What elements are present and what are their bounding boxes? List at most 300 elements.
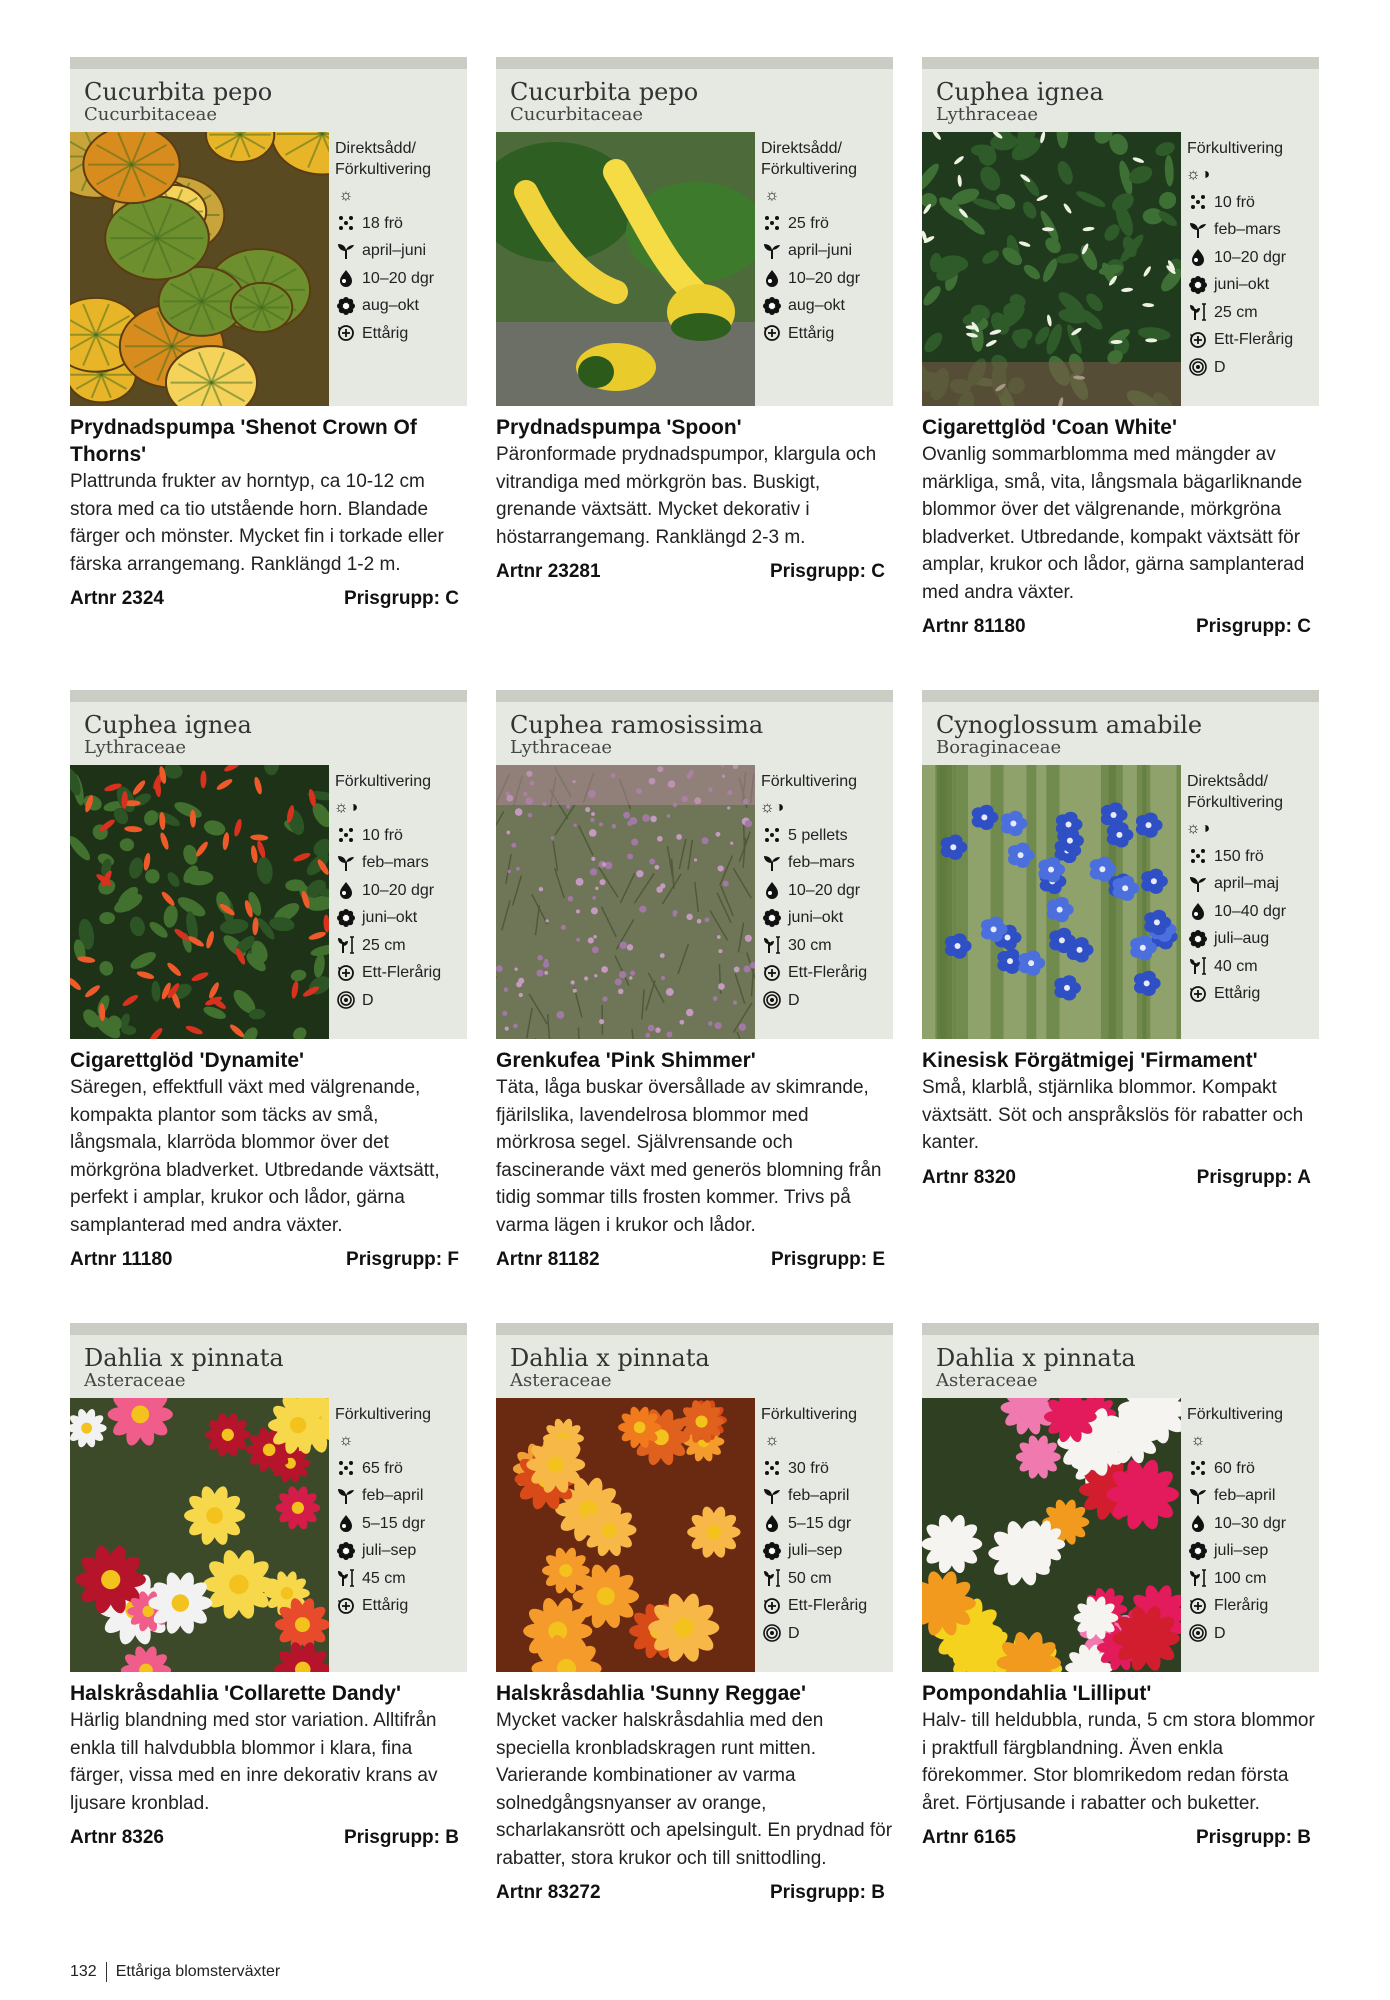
seed-count: 25 frö [788, 214, 829, 232]
height-row [335, 932, 467, 960]
seed-count-row [335, 210, 467, 238]
sowing-time: april–juni [788, 242, 853, 260]
lifecycle: Ett-Flerårig [1214, 331, 1294, 349]
zone-icon [761, 1624, 783, 1642]
seedling-icon [1187, 221, 1209, 239]
sowing-time: april–maj [1214, 875, 1279, 893]
seed-count: 60 frö [1214, 1459, 1255, 1477]
cultivation-method: Förkultivering [1187, 140, 1284, 157]
bloom-time: juli–aug [1214, 930, 1270, 948]
temperature-row [1187, 898, 1319, 926]
bloom-row [761, 904, 893, 932]
bloom-row [1187, 925, 1319, 953]
lifecycle-row [1187, 1592, 1319, 1620]
product-card [70, 1323, 467, 1956]
latin-name: Cucurbita pepo [84, 78, 273, 106]
bloom-row [335, 904, 467, 932]
zone: D [1214, 1624, 1226, 1642]
bloom-time: juli–sep [362, 1542, 417, 1560]
product-title: Halskråsdahlia 'Sunny Reggae' [496, 1682, 806, 1705]
zone-icon [761, 991, 783, 1009]
product-footer [70, 588, 467, 610]
lifecycle-row [761, 320, 893, 348]
seed-count-row [335, 822, 467, 850]
product-description: Päronformade prydnadspumpor, klargula och vitrandiga med mörkgrön bas. Buskigt, grenande växtsätt. Mycket dekorativ i höstarrangemang. Ranklängd 2-3 m. [496, 444, 877, 548]
height-row [335, 1565, 467, 1593]
family-name: Asteraceae [510, 1370, 612, 1391]
sowing-time: feb–mars [788, 854, 855, 872]
seedling-icon [761, 854, 783, 872]
seed-count: 10 frö [1214, 193, 1255, 211]
light-row [761, 182, 893, 210]
seedling-icon [1187, 875, 1209, 893]
temperature-row [335, 265, 467, 293]
seed-count: 18 frö [362, 214, 403, 232]
sowing-row [761, 237, 893, 265]
product-title: Prydnadspumpa 'Shenot Crown Of Thorns' [70, 416, 417, 466]
height-icon [335, 1569, 357, 1587]
family-name: Asteraceae [84, 1370, 186, 1391]
sun-icon: ☼◑ [1185, 820, 1211, 838]
sowing-time: feb–april [1214, 1487, 1276, 1505]
light-row [335, 794, 467, 822]
growing-info [755, 132, 893, 406]
flower-icon [335, 909, 357, 927]
thermometer-icon [1187, 1514, 1209, 1532]
germination-temp: 10–20 dgr [788, 881, 861, 899]
zone-row [1187, 1620, 1319, 1648]
lifecycle-icon [761, 964, 783, 982]
product-title: Cigarettglöd 'Coan White' [922, 416, 1177, 439]
product-title: Pompondahlia 'Lilliput' [922, 1682, 1152, 1705]
lifecycle-row [1187, 980, 1319, 1008]
seed-count-row [335, 1455, 467, 1483]
product-description: Täta, låga buskar översållade av skimrande, fjärilslika, lavendelrosa blommor med mörkrosa segel. Självrensande och fascinerande växt med generös blomning från tidig sommar tills frosten kommer. Trivs på varma lägen i krukor och lådor. [496, 1077, 882, 1236]
lifecycle-icon [761, 324, 783, 342]
temperature-row [335, 877, 467, 905]
germination-temp: 10–20 dgr [362, 881, 435, 899]
bloom-time: juni–okt [788, 909, 844, 927]
price-group: Prisgrupp: A [1196, 1166, 1311, 1188]
height-icon [761, 936, 783, 954]
product-card [496, 1323, 893, 1956]
sun-icon: ☼ [1190, 1432, 1206, 1450]
product-card [70, 57, 467, 690]
thermometer-icon [1187, 902, 1209, 920]
lifecycle: Ett-Flerårig [788, 964, 868, 982]
product-card [496, 57, 893, 690]
seeds-icon [335, 826, 357, 844]
article-number: Artnr 81182 [496, 1249, 600, 1270]
product-footer [496, 1249, 893, 1271]
product-card [922, 57, 1319, 690]
seed-count-row [1187, 189, 1319, 217]
article-number: Artnr 8326 [70, 1827, 164, 1848]
lifecycle-icon [335, 324, 357, 342]
card-header [496, 690, 893, 765]
article-number: Artnr 11180 [70, 1249, 173, 1270]
card-header [70, 1323, 467, 1398]
latin-name: Cuphea ignea [84, 711, 252, 739]
family-name: Lythraceae [84, 737, 187, 758]
card-header [70, 690, 467, 765]
family-name: Lythraceae [936, 104, 1039, 125]
lifecycle: Flerårig [1214, 1597, 1269, 1615]
sun-icon: ☼ [338, 1432, 354, 1450]
seeds-icon [1187, 193, 1209, 211]
seedling-icon [335, 242, 357, 260]
product-footer [70, 1249, 467, 1271]
thermometer-icon [761, 881, 783, 899]
seed-count-row [761, 210, 893, 238]
growing-info [1181, 132, 1319, 406]
lifecycle-icon [335, 1597, 357, 1615]
growing-info [329, 132, 467, 406]
flower-icon [335, 297, 357, 315]
height-icon [335, 936, 357, 954]
germination-temp: 10–30 dgr [1214, 1514, 1287, 1532]
zone: D [788, 1624, 800, 1642]
seed-count: 10 frö [362, 826, 403, 844]
seed-count-row [761, 822, 893, 850]
price-group: Prisgrupp: B [1195, 1827, 1311, 1848]
lifecycle-row [761, 1592, 893, 1620]
family-name: Lythraceae [510, 737, 613, 758]
bloom-row [761, 1537, 893, 1565]
zone-icon [335, 991, 357, 1009]
product-photo-green [922, 132, 1181, 406]
page-number: 132 [70, 1963, 97, 1981]
product-photo-blue [922, 765, 1181, 1039]
thermometer-icon [1187, 248, 1209, 266]
article-number: Artnr 81180 [922, 616, 1026, 637]
temperature-row [761, 1510, 893, 1538]
product-photo-spoon [496, 132, 755, 406]
seed-count: 150 frö [1214, 847, 1264, 865]
lifecycle-row [335, 1592, 467, 1620]
flower-icon [761, 909, 783, 927]
zone: D [362, 991, 374, 1009]
temperature-row [761, 265, 893, 293]
latin-name: Cuphea ramosissima [510, 711, 764, 739]
height-row [1187, 299, 1319, 327]
sowing-row [335, 1482, 467, 1510]
price-group: Prisgrupp: C [1195, 616, 1311, 637]
product-photo-pink [496, 765, 755, 1039]
card-header [496, 1323, 893, 1398]
cultivation-method: Direktsådd/ Förkultivering [761, 140, 858, 178]
product-photo-dahlia3 [922, 1398, 1181, 1672]
seeds-icon [1187, 1459, 1209, 1477]
sun-icon: ☼◑ [1185, 166, 1211, 184]
product-photo-dahlia1 [70, 1398, 329, 1672]
plant-height: 25 cm [362, 936, 406, 954]
height-row [1187, 953, 1319, 981]
latin-name: Dahlia x pinnata [84, 1344, 284, 1372]
height-icon [1187, 957, 1209, 975]
bloom-time: juli–sep [788, 1542, 843, 1560]
product-footer [70, 1827, 467, 1849]
seed-count-row [1187, 843, 1319, 871]
plant-height: 25 cm [1214, 303, 1258, 321]
lifecycle: Ettårig [1214, 985, 1261, 1003]
seedling-icon [1187, 1487, 1209, 1505]
flower-icon [1187, 930, 1209, 948]
product-photo-red [70, 765, 329, 1039]
lifecycle: Ettårig [362, 324, 409, 342]
price-group: Prisgrupp: C [769, 561, 885, 582]
cultivation-method: Förkultivering [335, 773, 432, 790]
seedling-icon [761, 242, 783, 260]
lifecycle: Ett-Flerårig [362, 964, 442, 982]
height-icon [1187, 1569, 1209, 1587]
zone-row [1187, 354, 1319, 382]
family-name: Asteraceae [936, 1370, 1038, 1391]
lifecycle: Ettårig [362, 1597, 409, 1615]
zone-row [761, 1620, 893, 1648]
product-grid [70, 57, 1320, 1956]
growing-info [329, 1398, 467, 1672]
cultivation-method: Förkultivering [761, 1406, 858, 1423]
height-row [761, 1565, 893, 1593]
bloom-row [335, 292, 467, 320]
thermometer-icon [761, 1514, 783, 1532]
latin-name: Dahlia x pinnata [936, 1344, 1136, 1372]
article-number: Artnr 8320 [922, 1166, 1016, 1188]
plant-height: 45 cm [362, 1569, 406, 1587]
seeds-icon [761, 826, 783, 844]
zone: D [788, 991, 800, 1009]
cultivation-method: Förkultivering [761, 773, 858, 790]
sun-icon: ☼◑ [333, 799, 359, 817]
light-row [335, 182, 467, 210]
bloom-row [761, 292, 893, 320]
lifecycle-icon [335, 964, 357, 982]
card-header [922, 57, 1319, 132]
plant-height: 50 cm [788, 1569, 832, 1587]
light-row [1187, 1427, 1319, 1455]
product-description: Plattrunda frukter av horntyp, ca 10-12 cm stora med ca tio utstående horn. Blandade färger och mönster. Mycket fin i torkade eller färska arrangemang. Ranklängd 1-2 m. [70, 471, 444, 575]
lifecycle-icon [1187, 1597, 1209, 1615]
latin-name: Cynoglossum amabile [936, 711, 1203, 739]
growing-info [1181, 1398, 1319, 1672]
sowing-time: feb–mars [362, 854, 429, 872]
flower-icon [761, 297, 783, 315]
growing-info [755, 1398, 893, 1672]
cultivation-method: Direktsådd/ Förkultivering [335, 140, 432, 178]
flower-icon [1187, 1542, 1209, 1560]
price-group: Prisgrupp: B [769, 1882, 885, 1903]
sun-icon: ☼ [764, 187, 780, 205]
sowing-row [335, 237, 467, 265]
sowing-time: feb–april [788, 1487, 850, 1505]
family-name: Boraginaceae [936, 737, 1062, 758]
germination-temp: 5–15 dgr [788, 1514, 852, 1532]
plant-height: 100 cm [1214, 1569, 1267, 1587]
thermometer-icon [335, 881, 357, 899]
sowing-time: april–juni [362, 242, 427, 260]
product-footer [496, 1882, 893, 1904]
light-row [1187, 815, 1319, 843]
card-header [922, 690, 1319, 765]
zone-icon [1187, 358, 1209, 376]
flower-icon [1187, 276, 1209, 294]
product-card [496, 690, 893, 1323]
seed-count-row [1187, 1455, 1319, 1483]
latin-name: Dahlia x pinnata [510, 1344, 710, 1372]
plant-height: 30 cm [788, 936, 832, 954]
product-description: Ovanlig sommarblomma med mängder av märkliga, små, vita, långsmala bägarliknande blommor över det välgrenande, mörkgröna bladverket. Utbredande, kompakt växtsätt för amplar, krukor och lådor, gärna samplanterad med andra växter. [922, 444, 1305, 603]
sun-icon: ☼ [338, 187, 354, 205]
lifecycle-row [1187, 326, 1319, 354]
light-row [335, 1427, 467, 1455]
seed-count: 5 pellets [788, 826, 848, 844]
seedling-icon [335, 1487, 357, 1505]
product-card [70, 690, 467, 1323]
lifecycle-row [335, 320, 467, 348]
product-footer [922, 1827, 1319, 1849]
sowing-row [761, 849, 893, 877]
sowing-time: feb–april [362, 1487, 424, 1505]
bloom-time: juni–okt [362, 909, 418, 927]
sowing-row [335, 849, 467, 877]
light-row [761, 794, 893, 822]
seeds-icon [335, 1459, 357, 1477]
page-footer [70, 1962, 280, 1982]
price-group: Prisgrupp: C [343, 588, 459, 609]
growing-info [1181, 765, 1319, 1039]
cultivation-method: Förkultivering [1187, 1406, 1284, 1423]
light-row [761, 1427, 893, 1455]
seed-count: 65 frö [362, 1459, 403, 1477]
germination-temp: 10–40 dgr [1214, 902, 1287, 920]
thermometer-icon [761, 269, 783, 287]
cultivation-method: Förkultivering [335, 1406, 432, 1423]
sun-icon: ☼◑ [759, 799, 785, 817]
bloom-time: juli–sep [1214, 1542, 1269, 1560]
card-header [496, 57, 893, 132]
product-title: Prydnadspumpa 'Spoon' [496, 416, 742, 439]
card-header [922, 1323, 1319, 1398]
height-icon [761, 1569, 783, 1587]
sowing-time: feb–mars [1214, 221, 1281, 239]
product-description: Mycket vacker halskråsdahlia med den speciella kronbladskragen runt mitten. Varierande kombinationer av varma solnedgångsnyanser av orange, scharlakansrött och apelsingult. En prydnad för rabatter, stora krukor och till snittodling. [496, 1710, 893, 1869]
product-photo-pumpkin [70, 132, 329, 406]
height-icon [1187, 303, 1209, 321]
bloom-time: aug–okt [362, 297, 419, 315]
sun-icon: ☼ [764, 1432, 780, 1450]
product-title: Cigarettglöd 'Dynamite' [70, 1049, 305, 1072]
lifecycle-row [761, 959, 893, 987]
seeds-icon [1187, 847, 1209, 865]
germination-temp: 5–15 dgr [362, 1514, 426, 1532]
section-name: Ettåriga blomsterväxter [115, 1963, 281, 1981]
lifecycle: Ettårig [788, 324, 835, 342]
growing-info [755, 765, 893, 1039]
product-footer [922, 1167, 1319, 1189]
family-name: Cucurbitaceae [84, 104, 218, 125]
price-group: Prisgrupp: E [770, 1249, 885, 1270]
thermometer-icon [335, 269, 357, 287]
article-number: Artnr 6165 [922, 1827, 1016, 1848]
product-description: Halv- till heldubbla, runda, 5 cm stora blommor i praktfull färgblandning. Även enkla förekommer. Stor blomrikedom redan första året. Förtjusande i rabatter och buketter. [922, 1710, 1315, 1814]
product-footer [922, 616, 1319, 638]
zone: D [1214, 358, 1226, 376]
article-number: Artnr 2324 [70, 588, 164, 609]
temperature-row [1187, 1510, 1319, 1538]
flower-icon [761, 1542, 783, 1560]
seeds-icon [761, 214, 783, 232]
seedling-icon [761, 1487, 783, 1505]
family-name: Cucurbitaceae [510, 104, 644, 125]
lifecycle-icon [761, 1597, 783, 1615]
sowing-row [761, 1482, 893, 1510]
flower-icon [335, 1542, 357, 1560]
temperature-row [761, 877, 893, 905]
price-group: Prisgrupp: F [346, 1249, 459, 1270]
seed-count-row [761, 1455, 893, 1483]
seeds-icon [761, 1459, 783, 1477]
plant-height: 40 cm [1214, 957, 1258, 975]
bloom-time: juni–okt [1214, 276, 1270, 294]
germination-temp: 10–20 dgr [1214, 248, 1287, 266]
product-title: Halskråsdahlia 'Collarette Dandy' [70, 1682, 401, 1705]
cultivation-method: Direktsådd/ Förkultivering [1187, 773, 1284, 811]
thermometer-icon [335, 1514, 357, 1532]
card-header [70, 57, 467, 132]
bloom-row [1187, 271, 1319, 299]
zone-row [335, 987, 467, 1015]
product-description: Små, klarblå, stjärnlika blommor. Kompakt växtsätt. Söt och anspråkslös för rabatter och kanter. [922, 1077, 1304, 1153]
height-row [761, 932, 893, 960]
product-card [922, 690, 1319, 1323]
product-card [922, 1323, 1319, 1956]
bloom-row [1187, 1537, 1319, 1565]
product-title: Grenkufea 'Pink Shimmer' [496, 1049, 756, 1072]
product-description: Säregen, effektfull växt med välgrenande, kompakta plantor som täcks av små, långsmala, klarröda blommor över det mörkgröna bladverket. Utbredande växtsätt, perfekt i amplar, krukor och lådor, gärna samplanterad med andra växter. [70, 1077, 440, 1236]
product-title: Kinesisk Förgätmigej 'Firmament' [922, 1049, 1258, 1072]
lifecycle-row [335, 959, 467, 987]
light-row [1187, 161, 1319, 189]
seedling-icon [335, 854, 357, 872]
sowing-row [1187, 216, 1319, 244]
lifecycle-icon [1187, 985, 1209, 1003]
latin-name: Cucurbita pepo [510, 78, 699, 106]
sowing-row [1187, 1482, 1319, 1510]
zone-icon [1187, 1624, 1209, 1642]
article-number: Artnr 83272 [496, 1882, 601, 1903]
article-number: Artnr 23281 [496, 561, 601, 582]
germination-temp: 10–20 dgr [362, 269, 435, 287]
germination-temp: 10–20 dgr [788, 269, 861, 287]
price-group: Prisgrupp: B [343, 1827, 459, 1848]
temperature-row [335, 1510, 467, 1538]
lifecycle: Ett-Flerårig [788, 1597, 868, 1615]
lifecycle-icon [1187, 331, 1209, 349]
product-photo-dahlia2 [496, 1398, 755, 1672]
bloom-row [335, 1537, 467, 1565]
sowing-row [1187, 870, 1319, 898]
temperature-row [1187, 244, 1319, 272]
zone-row [761, 987, 893, 1015]
bloom-time: aug–okt [788, 297, 845, 315]
product-description: Härlig blandning med stor variation. Alltifrån enkla till halvdubbla blommor i klara, fina färger, vissa med en inre dekorativ krans av ljusare kronblad. [70, 1710, 438, 1814]
height-row [1187, 1565, 1319, 1593]
product-footer [496, 561, 893, 583]
latin-name: Cuphea ignea [936, 78, 1104, 106]
seed-count: 30 frö [788, 1459, 829, 1477]
seeds-icon [335, 214, 357, 232]
